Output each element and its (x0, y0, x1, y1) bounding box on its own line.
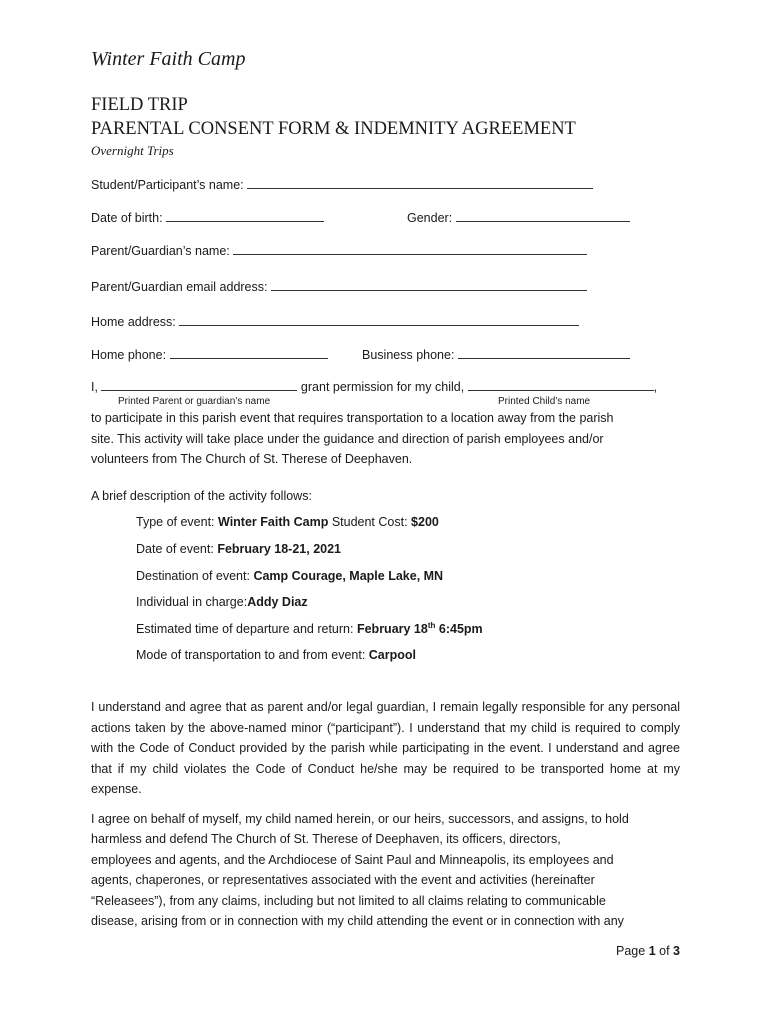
transport-value: Carpool (368, 648, 417, 662)
parent-name-label: Parent/Guardian’s name: (91, 244, 230, 258)
caption-child-name: Printed Child’s name (498, 396, 591, 407)
time-value-date: February 18 (356, 622, 428, 637)
time-value-sup: th (427, 621, 436, 630)
indemnity-line-3: employees and agents, and the Archdiocese of Saint Paul and Minneapolis, its employees and (91, 853, 614, 867)
home-phone-field[interactable] (170, 347, 328, 359)
time-label: Estimated time of departure and return: (136, 622, 354, 637)
activity-date-row (136, 542, 341, 556)
dob-field[interactable] (166, 210, 324, 222)
date-value: February 18-21, 2021 (217, 542, 342, 556)
child-printed-name-field[interactable] (468, 379, 654, 391)
student-name-field[interactable] (247, 177, 593, 189)
charge-value: Addy Diaz (247, 595, 308, 609)
permission-suffix: , (653, 380, 658, 394)
subheading: Overnight Trips (91, 143, 174, 158)
activity-type-row (136, 515, 439, 529)
cost-value: $200 (411, 515, 439, 529)
parent-name-field[interactable] (233, 243, 587, 255)
parent-email-label: Parent/Guardian email address: (91, 280, 268, 294)
responsibility-paragraph: I understand and agree that as parent and/or legal guardian, I remain legally responsible for any personal actions taken by the above-named minor (“participant”). I understand that my child is required to comply with the Code of Conduct provided by the parish while participating in the event. I understand and agree that if my child violates the Code of Conduct he/she may be required to be transported home at my expense. (91, 700, 680, 796)
indemnity-line-4: agents, chaperones, or representatives associated with the event and activities (hereinafter (91, 873, 595, 887)
home-address-row (91, 314, 579, 329)
page-word: Page (616, 944, 646, 958)
indemnity-line-2: harmless and defend The Church of St. Therese of Deephaven, its officers, directors, (91, 832, 561, 846)
permission-row (91, 379, 657, 394)
dob-label: Date of birth: (91, 211, 163, 225)
page-number (616, 944, 680, 958)
home-phone-label: Home phone: (91, 348, 167, 362)
page-current: 1 (648, 944, 656, 958)
activity-intro: A brief description of the activity follows: (91, 489, 312, 503)
dob-row (91, 210, 324, 225)
heading-field-trip: FIELD TRIP (91, 95, 188, 115)
type-value: Winter Faith Camp (218, 515, 329, 529)
parent-email-field[interactable] (271, 279, 587, 291)
home-address-label: Home address: (91, 315, 176, 329)
activity-destination-row (136, 569, 443, 583)
gender-label: Gender: (407, 211, 453, 225)
indemnity-line-6: disease, arising from or in connection with my child attending the event or in connection with any (91, 914, 624, 928)
camp-title: Winter Faith Camp (91, 48, 246, 70)
heading-consent-form: PARENTAL CONSENT FORM & INDEMNITY AGREEMENT (91, 119, 576, 139)
gender-row (407, 210, 630, 225)
home-address-field[interactable] (179, 314, 579, 326)
charge-label: Individual in charge: (136, 595, 248, 609)
of-word: of (659, 944, 670, 958)
business-phone-label: Business phone: (362, 348, 455, 362)
business-phone-field[interactable] (458, 347, 630, 359)
parent-email-row (91, 279, 587, 294)
parent-name-row (91, 243, 587, 258)
date-label: Date of event: (136, 542, 214, 556)
page-total: 3 (673, 944, 680, 958)
time-value-hour: 6:45pm (438, 622, 483, 637)
type-label: Type of event: (136, 515, 215, 529)
indemnity-line-5: “Releasees”), from any claims, including but not limited to all claims relating to communicable (91, 894, 606, 908)
activity-time-row (136, 621, 483, 636)
permission-prefix: I, (91, 380, 98, 394)
activity-charge-row (136, 595, 308, 609)
permission-middle: grant permission for my child, (300, 380, 465, 394)
parent-printed-name-field[interactable] (101, 379, 297, 391)
transport-label: Mode of transportation to and from event: (136, 648, 366, 662)
student-name-label: Student/Participant’s name: (91, 178, 244, 192)
destination-value: Camp Courage, Maple Lake, MN (253, 569, 444, 583)
business-phone-row (362, 347, 630, 362)
activity-transport-row (136, 648, 416, 662)
cost-label: Student Cost: (331, 515, 408, 529)
indemnity-line-1: I agree on behalf of myself, my child named herein, or our heirs, successors, and assigns, to hold (91, 812, 629, 826)
gender-field[interactable] (456, 210, 630, 222)
permission-text: to participate in this parish event that requires transportation to a location away from the parish site. This activity will take place under the guidance and direction of parish employees and/or volunteers from The Church of St. Therese of Deephaven. (91, 411, 614, 466)
caption-parent-name: Printed Parent or guardian’s name (118, 396, 271, 407)
student-name-row (91, 177, 593, 192)
destination-label: Destination of event: (136, 569, 250, 583)
home-phone-row (91, 347, 328, 362)
